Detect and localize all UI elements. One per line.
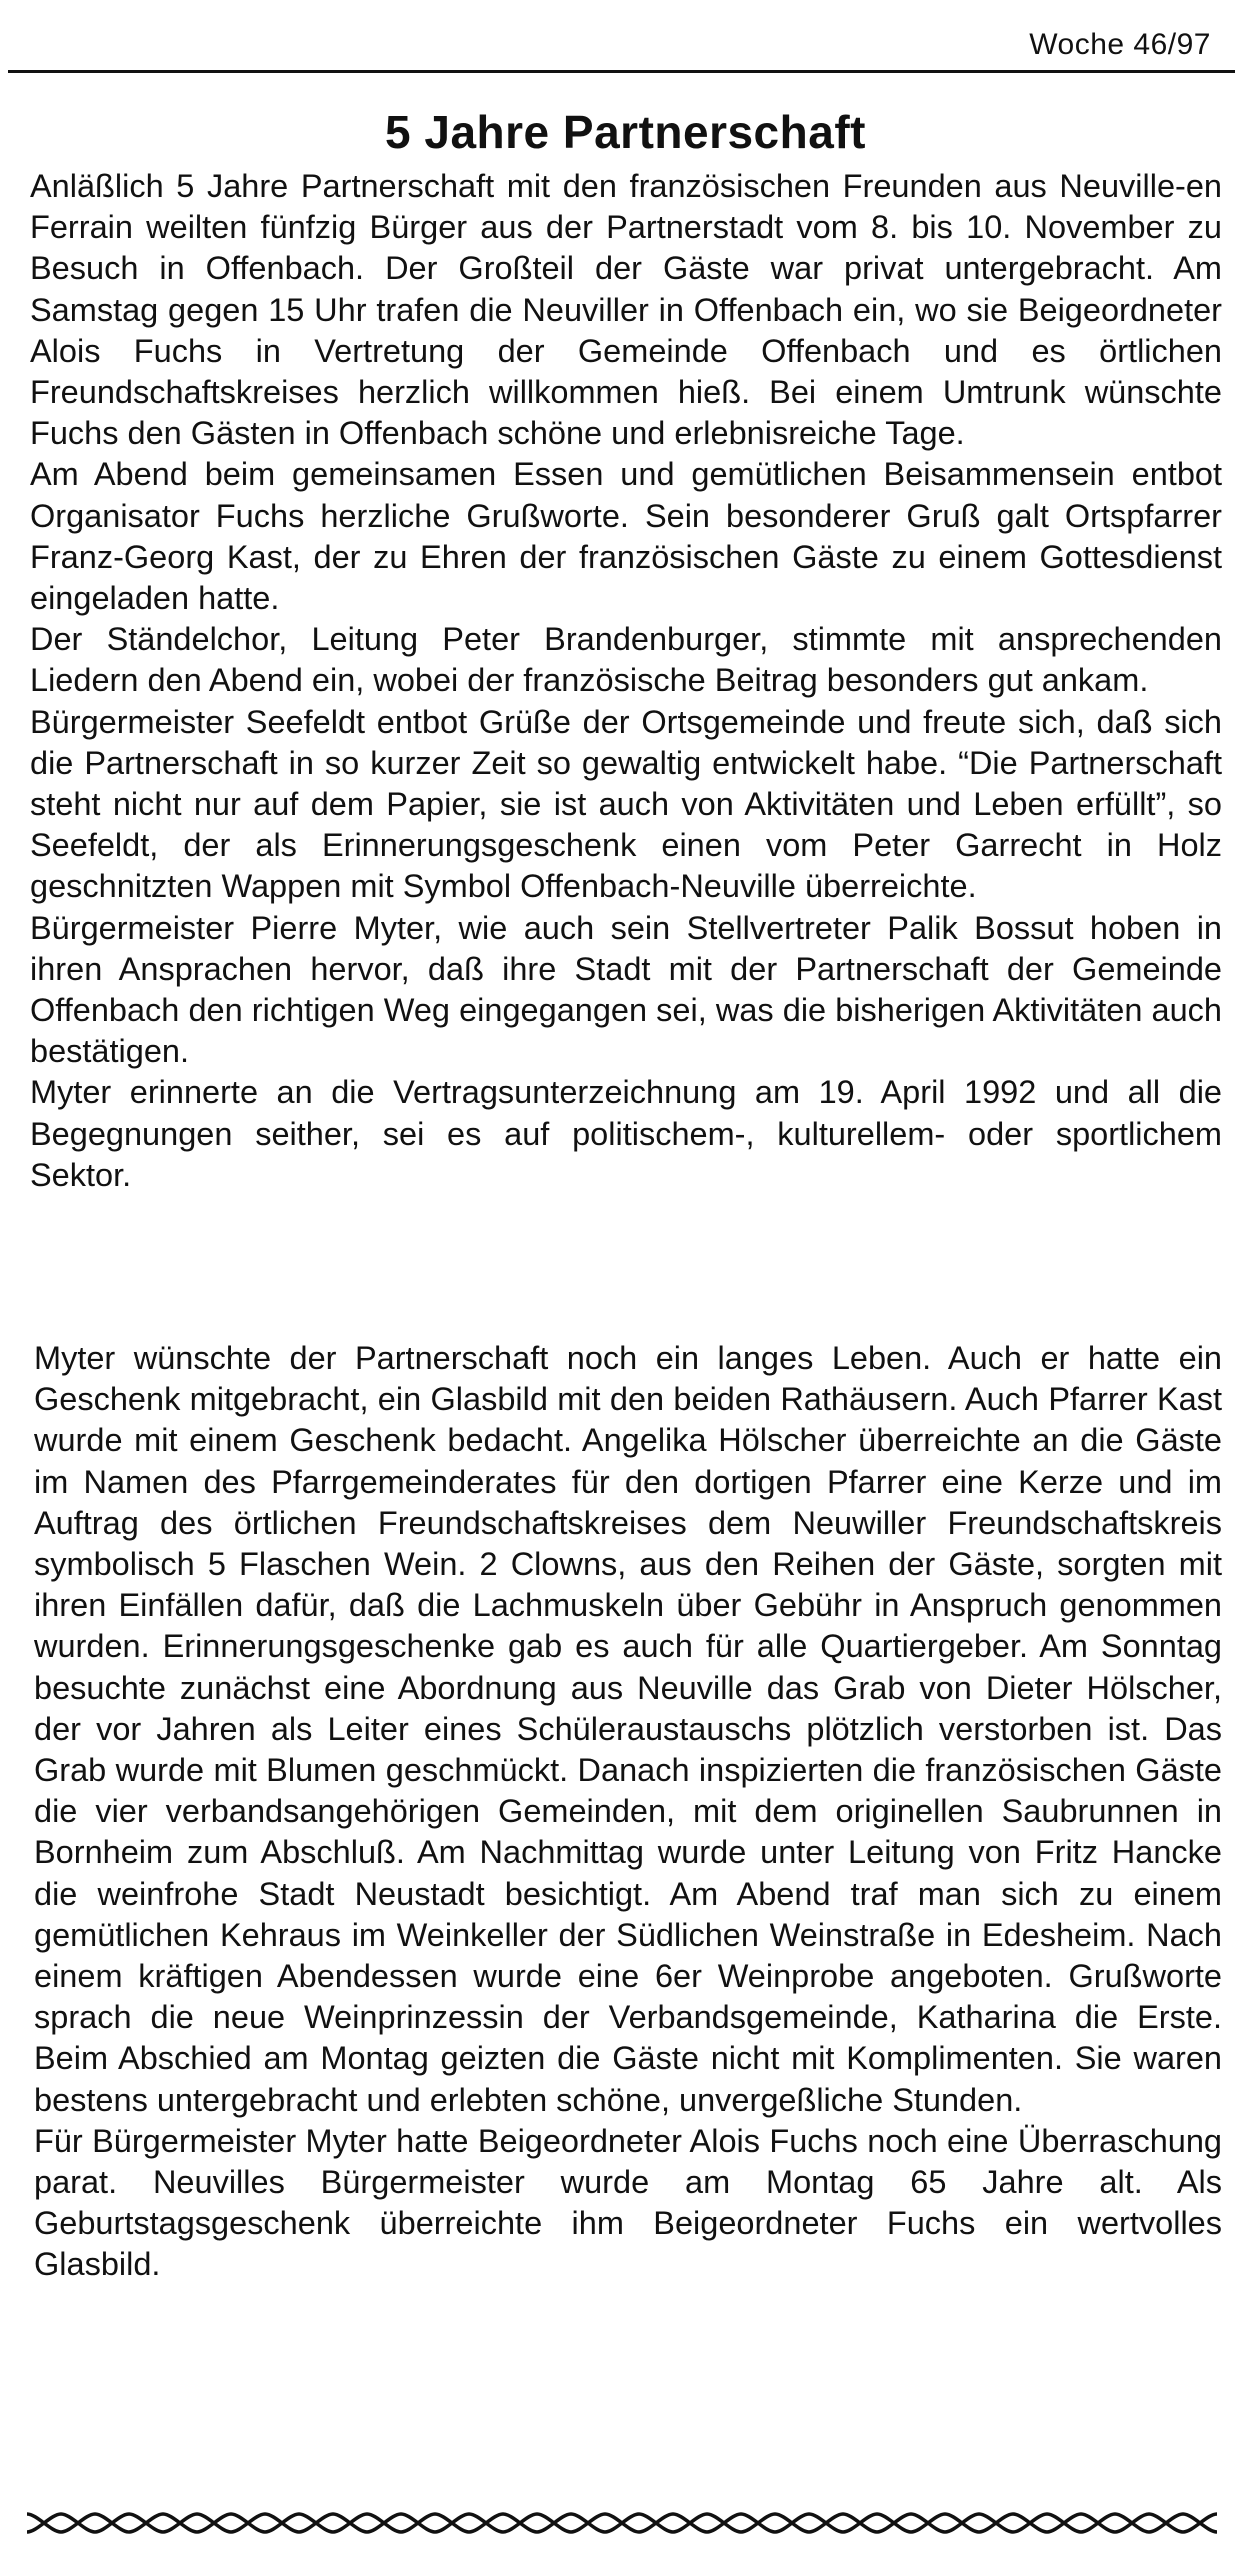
chain-link bbox=[197, 2514, 231, 2532]
chain-link bbox=[27, 2514, 61, 2532]
header-rule bbox=[8, 70, 1235, 73]
chain-link bbox=[639, 2514, 673, 2532]
chain-link bbox=[979, 2514, 1013, 2532]
chain-link bbox=[843, 2514, 877, 2532]
chain-link bbox=[1047, 2514, 1081, 2532]
chain-link bbox=[231, 2514, 265, 2532]
chain-link bbox=[809, 2514, 843, 2532]
chain-link bbox=[537, 2514, 571, 2532]
chain-link bbox=[1183, 2514, 1217, 2532]
chain-link bbox=[1013, 2514, 1047, 2532]
article-body-part-2 bbox=[34, 1338, 1222, 2286]
chain-link bbox=[1149, 2514, 1183, 2532]
chain-link bbox=[605, 2514, 639, 2532]
paragraph: Myter wünschte der Partnerschaft noch ein langes Leben. Auch er hatte ein Geschenk mitgebracht, ein Glasbild mit den beiden Rathäusern. Auch Pfarrer Kast wurde mit einem Geschenk bedacht. Angelika Hölscher überreichte an die Gäste im Namen des Pfarrgemeinderates für den dortigen Pfarrer eine Kerze und im Auftrag des örtlichen Freundschaftskreises dem Neuwiller Freundschaftskreis symbolisch 5 Flaschen Wein. 2 Clowns, aus den Reihen der Gäste, sorgten mit ihren Einfällen dafür, daß die Lachmuskeln über Gebühr in Anspruch genommen wurden. Erinnerungsgeschenke gab es auch für alle Quartiergeber. Am Sonntag besuchte zunächst eine Abordnung aus Neuville das Grab von Dieter Hölscher, der vor Jahren als Leiter eines Schüleraustauschs plötzlich verstorben ist. Das Grab wurde mit Blumen geschmückt. Danach inspizierten die französischen Gäste die vier verbandsangehörigen Gemeinden, mit dem originellen Saubrunnen in Bornheim zum Abschluß. Am Nachmittag wurde unter Leitung von Fritz Hancke die weinfrohe Stadt Neustadt besichtigt. Am Abend traf man sich zu einem gemütlichen Kehraus im Weinkeller der Südlichen Weinstraße in Edesheim. Nach einem kräftigen Abendessen wurde eine 6er Weinprobe angeboten. Grußworte sprach die neue Weinprinzessin der Verbandsgemeinde, Katharina die Erste. Beim Abschied am Montag geizten die Gäste nicht mit Komplimenten. Sie waren bestens untergebracht und erlebten schöne, unvergeßliche Stunden. bbox=[34, 1340, 1222, 2118]
chain-link bbox=[673, 2514, 707, 2532]
chain-link bbox=[265, 2514, 299, 2532]
chain-ornament bbox=[27, 2514, 1217, 2532]
paragraph: Für Bürgermeister Myter hatte Beigeordneter Alois Fuchs noch eine Überraschung parat. Neuvilles Bürgermeister wurde am Montag 65 Jahre alt. Als Geburtstagsgeschenk überreichte ihm Beigeordneter Fuchs ein wertvolles Glasbild. bbox=[34, 2122, 1222, 2283]
chain-link bbox=[877, 2514, 911, 2532]
chain-link bbox=[707, 2514, 741, 2532]
paragraph: Bürgermeister Seefeldt entbot Grüße der Ortsgemeinde und freute sich, daß sich die Partnerschaft in so kurzer Zeit so gewaltig entwickelt habe. “Die Partnerschaft steht nicht nur auf dem Papier, sie ist auch von Aktivitäten und Leben erfüllt”, so Seefeldt, der als Erinnerungsgeschenk einen vom Peter Garrecht in Holz geschnitzten Wappen mit Symbol Offenbach-Neuville überreichte. bbox=[30, 703, 1222, 905]
paragraph: Bürgermeister Pierre Myter, wie auch sein Stellvertreter Palik Bossut hoben in ihren Ansprachen hervor, daß ihre Stadt mit der Partnerschaft der Gemeinde Offenbach den richtigen Weg eingegangen sei, was die bisherigen Aktivitäten auch bestätigen. bbox=[30, 909, 1222, 1070]
chain-link bbox=[95, 2514, 129, 2532]
chain-link bbox=[61, 2514, 95, 2532]
chain-link bbox=[571, 2514, 605, 2532]
chain-link bbox=[1115, 2514, 1149, 2532]
decorative-border bbox=[25, 2510, 1223, 2536]
chain-link bbox=[741, 2514, 775, 2532]
paragraph: Myter erinnerte an die Vertragsunterzeichnung am 19. April 1992 und all die Begegnungen seither, sei es auf politischem-, kulturellem- oder sportlichem Sektor. bbox=[30, 1074, 1222, 1193]
chain-link bbox=[435, 2514, 469, 2532]
chain-link bbox=[775, 2514, 809, 2532]
chain-link bbox=[401, 2514, 435, 2532]
article-title: 5 Jahre Partnerschaft bbox=[385, 106, 866, 158]
chain-link bbox=[367, 2514, 401, 2532]
chain-link bbox=[469, 2514, 503, 2532]
paragraph: Der Ständelchor, Leitung Peter Brandenburger, stimmte mit ansprechenden Liedern den Abend ein, wobei der französische Beitrag besonders gut ankam. bbox=[30, 621, 1222, 699]
chain-link bbox=[333, 2514, 367, 2532]
chain-link bbox=[911, 2514, 945, 2532]
chain-link bbox=[163, 2514, 197, 2532]
chain-link bbox=[129, 2514, 163, 2532]
chain-link bbox=[503, 2514, 537, 2532]
paragraph: Am Abend beim gemeinsamen Essen und gemütlichen Beisammensein entbot Organisator Fuchs herzliche Grußworte. Sein besonderer Gruß galt Ortspfarrer Franz-Georg Kast, der zu Ehren der französischen Gäste zu einem Gottesdienst eingeladen hatte. bbox=[30, 456, 1222, 617]
chain-link bbox=[945, 2514, 979, 2532]
chain-link bbox=[1081, 2514, 1115, 2532]
chain-link bbox=[299, 2514, 333, 2532]
issue-number: Woche 46/97 bbox=[1029, 28, 1211, 61]
article-body-part-1 bbox=[30, 166, 1222, 1196]
paragraph: Anläßlich 5 Jahre Partnerschaft mit den französischen Freunden aus Neuville-en Ferrain weilten fünfzig Bürger aus der Partnerstadt vom 8. bis 10. November zu Besuch in Offenbach. Der Großteil der Gäste war privat untergebracht. Am Samstag gegen 15 Uhr trafen die Neuviller in Offenbach ein, wo sie Beigeordneter Alois Fuchs in Vertretung der Gemeinde Offenbach und es örtlichen Freundschaftskreises herzlich willkommen hieß. Bei einem Umtrunk wünschte Fuchs den Gästen in Offenbach schöne und erlebnisreiche Tage. bbox=[30, 168, 1222, 452]
